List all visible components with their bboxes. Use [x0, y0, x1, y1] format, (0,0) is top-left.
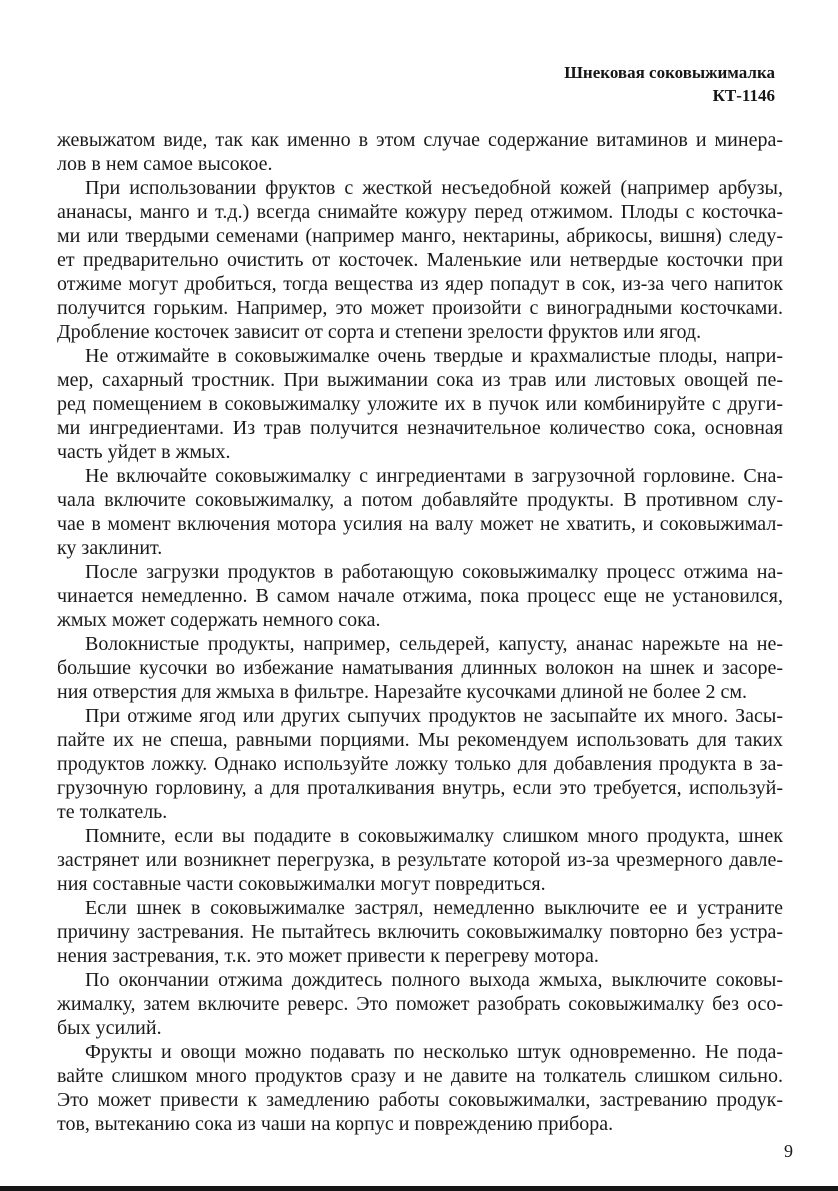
paragraph [57, 344, 783, 464]
text-line: чинается немедленно. В самом начале отжима, пока процесс еще не установился, [57, 585, 783, 607]
product-name: Шнековая соковыжималка [564, 63, 775, 82]
text-line: продуктов ложку. Однако используйте ложку только для добавления продукта в за- [57, 753, 783, 775]
page-header [564, 61, 775, 107]
text-line: После загрузки продуктов в работающую соковыжималку процесс отжима на- [85, 561, 783, 583]
paragraph [57, 704, 783, 824]
text-line: лов в нем самое высокое. [57, 153, 273, 175]
text-line: Если шнек в соковыжималке застрял, немедленно выключите ее и устраните [85, 897, 783, 919]
text-line: Не отжимайте в соковыжималке очень твердые и крахмалистые плоды, напри- [85, 345, 783, 367]
text-line: чала включите соковыжималку, а потом добавляйте продукты. В противном слу- [57, 489, 783, 511]
paragraph [57, 632, 783, 704]
text-line: часть уйдет в жмых. [57, 441, 231, 463]
text-line: ния составные части соковыжималки могут повредиться. [57, 873, 546, 895]
model-number: КТ-1146 [712, 86, 775, 105]
page-number: 9 [784, 1141, 793, 1161]
scan-bottom-edge [0, 1186, 838, 1191]
text-line: ку заклинит. [57, 537, 163, 559]
paragraph [57, 896, 783, 968]
text-line: застрянет или возникнет перегрузка, в результате которой из-за чрезмерного давле- [57, 849, 783, 871]
paragraph [57, 464, 783, 560]
text-line: ми или твердыми семенами (например манго, нектарины, абрикосы, вишня) следу- [57, 225, 783, 247]
text-line: бых усилий. [57, 1017, 162, 1039]
text-line: вайте слишком много продуктов сразу и не давите на толкатель слишком сильно. [57, 1065, 783, 1087]
text-line: жевыжатом виде, так как именно в этом случае содержание витаминов и минера- [57, 129, 783, 151]
text-line: отжиме могут дробиться, тогда вещества из ядер попадут в сок, из-за чего напиток [57, 273, 783, 295]
text-line: По окончании отжима дождитесь полного выхода жмыха, выключите соковы- [85, 969, 783, 991]
text-line: получится горьким. Например, это может произойти с виноградными косточками. [57, 297, 783, 319]
text-line: Не включайте соковыжималку с ингредиентами в загрузочной горловине. Сна- [85, 465, 783, 487]
paragraph [57, 128, 783, 176]
text-line: тов, вытеканию сока из чаши на корпус и повреждению прибора. [57, 1113, 614, 1135]
text-line: чае в момент включения мотора усилия на валу может не хватить, и соковыжимал- [57, 513, 783, 535]
text-line: Это может привести к замедлению работы соковыжималки, застреванию продук- [57, 1089, 783, 1111]
text-line: причину застревания. Не пытайтесь включить соковыжималку повторно без устра- [57, 921, 783, 943]
paragraph [57, 824, 783, 896]
text-line: ред помещением в соковыжималку уложите их в пучок или комбинируйте с други- [57, 393, 783, 415]
text-line: жималку, затем включите реверс. Это поможет разобрать соковыжималку без осо- [57, 993, 783, 1015]
text-line: ананасы, манго и т.д.) всегда снимайте кожуру перед отжимом. Плоды с косточка- [57, 201, 783, 223]
text-line: ния отверстия для жмыха в фильтре. Нарезайте кусочками длиной не более 2 см. [57, 681, 748, 703]
text-line: Волокнистые продукты, например, сельдерей, капусту, ананас нарежьте на не- [85, 633, 783, 655]
paragraph [57, 560, 783, 632]
text-line: Фрукты и овощи можно подавать по несколько штук одновременно. Не пода- [85, 1041, 783, 1063]
paragraph [57, 1040, 783, 1136]
text-line: большие кусочки во избежание наматывания длинных волокон на шнек и засоре- [57, 657, 783, 679]
text-line: те толкатель. [57, 801, 168, 823]
paragraph [57, 968, 783, 1040]
text-line: При отжиме ягод или других сыпучих продуктов не засыпайте их много. Засы- [85, 705, 783, 727]
text-line: пайте их не спеша, равными порциями. Мы рекомендуем использовать для таких [57, 729, 783, 751]
text-line: грузочную горловину, а для проталкивания внутрь, если это требуется, используй- [57, 777, 783, 799]
body-text [57, 128, 783, 1136]
paragraph [57, 176, 783, 344]
text-line: Дробление косточек зависит от сорта и степени зрелости фруктов или ягод. [57, 321, 702, 343]
text-line: При использовании фруктов с жесткой несъедобной кожей (например арбузы, [85, 177, 783, 199]
text-line: ет предварительно очистить от косточек. Маленькие или нетвердые косточки при [57, 249, 783, 271]
text-line: Помните, если вы подадите в соковыжималку слишком много продукта, шнек [85, 825, 783, 847]
text-line: ми ингредиентами. Из трав получится незначительное количество сока, основная [57, 417, 783, 439]
text-line: жмых может содержать немного сока. [57, 609, 381, 631]
text-line: мер, сахарный тростник. При выжимании сока из трав или листовых овощей пе- [57, 369, 783, 391]
text-line: нения застревания, т.к. это может привести к перегреву мотора. [57, 945, 599, 967]
